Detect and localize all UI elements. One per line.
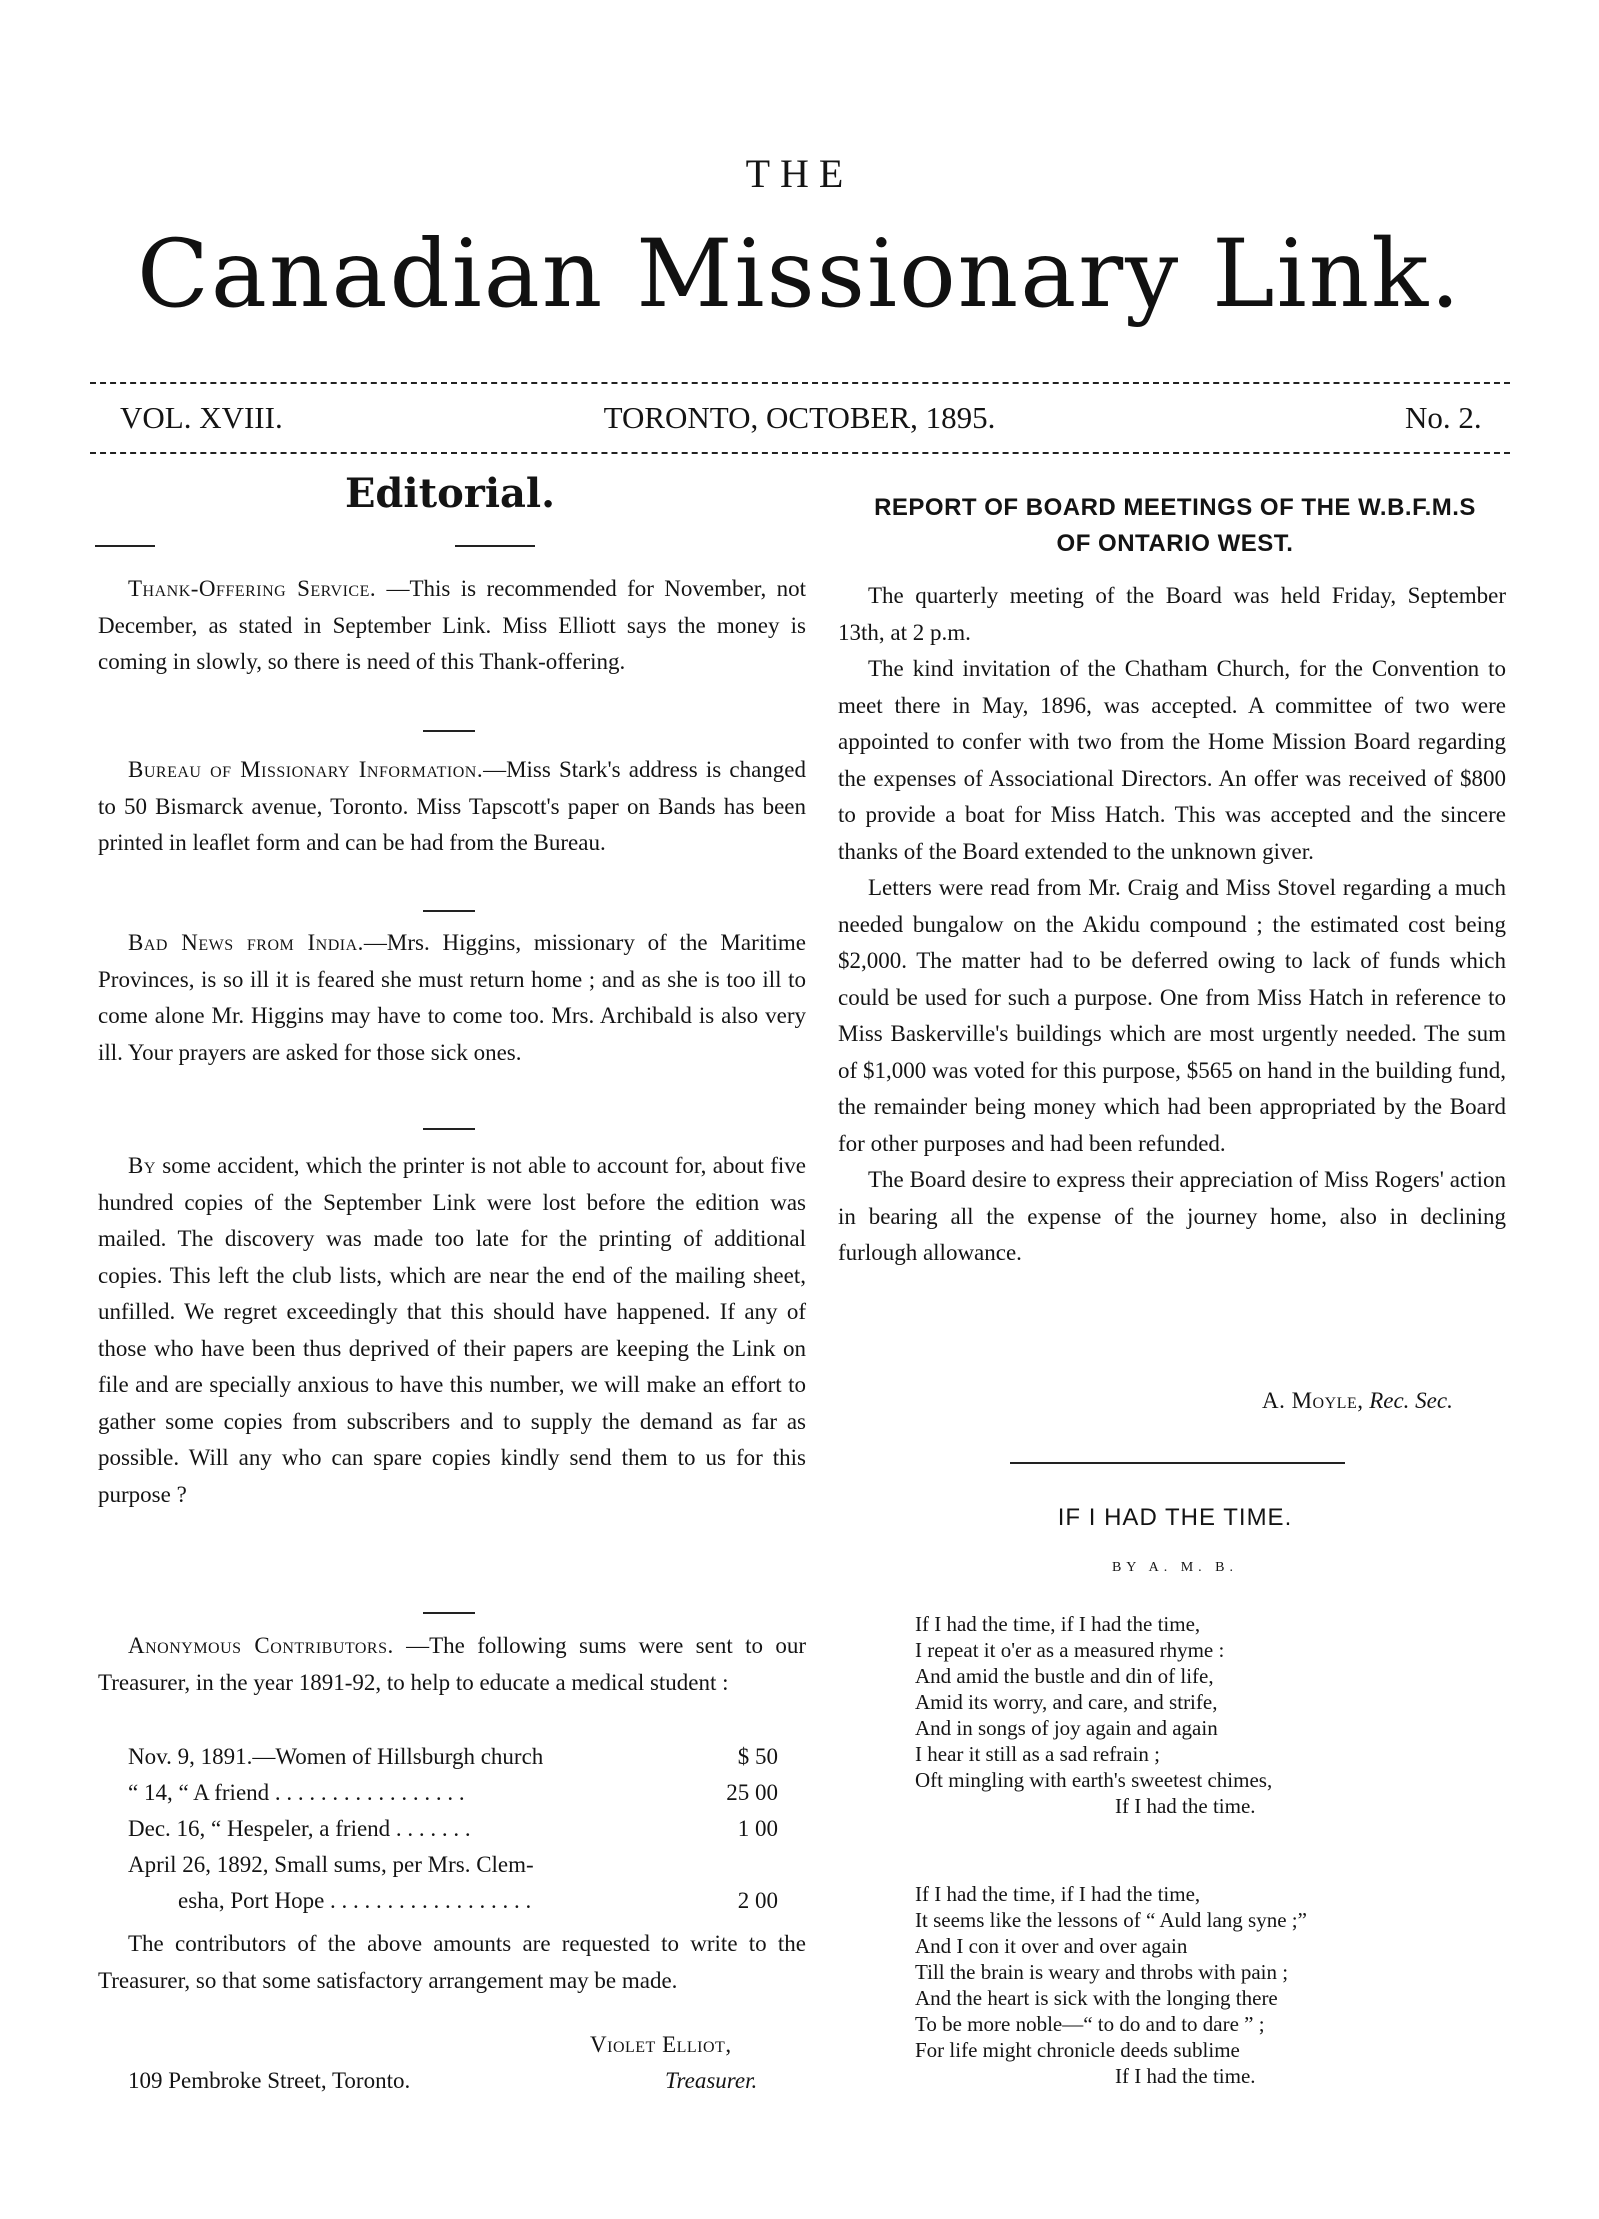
thank-offering-note (98, 571, 806, 681)
contribution-row: April 26, 1892, Small sums, per Mrs. Clem- (128, 1852, 534, 1877)
divider (95, 545, 155, 547)
divider (423, 1128, 475, 1130)
bureau-lead: Bureau of Missionary Information. (128, 757, 484, 782)
anonymous-lead: Anonymous Contributors. (128, 1633, 394, 1658)
board-heading-line2: OF ONTARIO WEST. (1056, 530, 1294, 557)
thank-offering-lead: Thank-Offering Service. (128, 576, 377, 601)
board-paragraph: Letters were read from Mr. Craig and Miss Stovel regarding a much needed bungalow on the Akidu compound ; the estimated cost being $2,000. The matter had to be deferred owing to lack of funds which could be used for such a purpose. One from Miss Hatch in reference to Miss Baskerville's buildings which are most urgently needed. The sum of $1,000 was voted for this purpose, $565 on hand in the building fund, the remainder being money which had been appropriated by the Board for other purposes and had been refunded. (838, 875, 1506, 1156)
poem-line: And amid the bustle and din of life, (915, 1664, 1214, 1688)
divider (423, 1612, 475, 1614)
divider (423, 910, 475, 912)
secretary-signature (1262, 1388, 1453, 1414)
poem-byline: BY A. M. B. (1111, 1560, 1239, 1575)
bad-news-body: —Mrs. Higgins, missionary of the Maritime Provinces, is so ill it is feared she must return home ; and as she is too ill to come alone Mr. Higgins may have to come too. Mrs. Archibald is also very ill. Your prayers are asked for those sick ones. (98, 930, 806, 1065)
board-paragraph: The kind invitation of the Chatham Church, for the Convention to meet there in May, 1896, was accepted. A committee of two were appointed to confer with two from the Home Mission Board regarding the expenses of Associational Directors. An offer was received of $800 to provide a boat for Miss Hatch. This was accepted and the sincere thanks of the Board extended to the unknown giver. (838, 656, 1506, 864)
poem-title: IF I HAD THE TIME. (1057, 1504, 1293, 1531)
section-divider (1010, 1462, 1345, 1464)
board-heading-line1: REPORT OF BOARD MEETINGS OF THE W.B.F.M.S (874, 494, 1476, 521)
secretary-name: A. Moyle, (1262, 1388, 1364, 1413)
editorial-heading: Editorial. (344, 470, 556, 517)
masthead-title: Canadian Missionary Link. (136, 220, 1463, 329)
bad-news-lead: Bad News from India. (128, 930, 364, 955)
bureau-body: —Miss Stark's address is changed to 50 Bismarck avenue, Toronto. Miss Tapscott's paper on Bands has been printed in leaflet form and can be had from the Bureau. (98, 757, 806, 855)
poem-refrain: If I had the time. (1115, 2064, 1256, 2088)
issue-number: No. 2. (1405, 400, 1482, 435)
poem-line: Till the brain is weary and throbs with pain ; (915, 1960, 1289, 1984)
divider (455, 545, 535, 547)
board-report-heading (830, 490, 1520, 562)
poem-line: I repeat it o'er as a measured rhyme : (915, 1638, 1225, 1662)
masthead-top-rule (90, 382, 1510, 384)
poem-line: If I had the time, if I had the time, (915, 1882, 1201, 1906)
contribution-amount: 1 00 (737, 1816, 778, 1841)
contribution-amount: 25 00 (726, 1780, 778, 1805)
poem-refrain: If I had the time. (1115, 1794, 1256, 1818)
closing-text: The contributors of the above amounts are requested to write to the Treasurer, so that some satisfactory arrangement may be made. (98, 1931, 806, 1993)
bad-news-note (98, 925, 806, 1071)
contribution-amount: $ 50 (737, 1744, 778, 1769)
board-paragraph: The quarterly meeting of the Board was held Friday, September 13th, at 2 p.m. (838, 583, 1506, 645)
poem-line: Oft mingling with earth's sweetest chimes, (915, 1768, 1273, 1792)
masthead-the: THE (745, 151, 854, 196)
treasurer-address: 109 Pembroke Street, Toronto. (128, 2068, 411, 2093)
accident-note (98, 1148, 806, 1513)
poem-line: And in songs of joy again and again (915, 1716, 1218, 1740)
divider (423, 730, 475, 732)
poem-line: For life might chronicle deeds sublime (915, 2038, 1240, 2062)
secretary-title: Rec. Sec. (1369, 1388, 1453, 1413)
anonymous-body: —The following sums were sent to our Treasurer, in the year 1891-92, to help to educate a medical student : (98, 1633, 806, 1695)
thank-offering-body: —This is recommended for November, not December, as stated in September Link. Miss Elliott says the money is coming in slowly, so there is need of this Thank-offering. (98, 576, 806, 674)
poem-line: I hear it still as a sad refrain ; (915, 1742, 1160, 1766)
accident-lead: By (128, 1153, 156, 1178)
masthead-bottom-rule (90, 452, 1510, 454)
poem-line: If I had the time, if I had the time, (915, 1612, 1201, 1636)
board-paragraph: The Board desire to express their appreciation of Miss Rogers' action in bearing all the expense of the journey home, also in declining furlough allowance. (838, 1167, 1506, 1265)
volume-number: VOL. XVIII. (120, 400, 283, 435)
contribution-row: esha, Port Hope . . . . . . . . . . . . . . . . . . (178, 1888, 532, 1913)
poem-line: Amid its worry, and care, and strife, (915, 1690, 1218, 1714)
contribution-amount: 2 00 (737, 1888, 778, 1913)
poem-line: And the heart is sick with the longing there (915, 1986, 1278, 2010)
treasurer-role: Treasurer. (665, 2068, 758, 2093)
anonymous-note (98, 1628, 806, 1701)
poem-line: It seems like the lessons of “ Auld lang syne ;” (915, 1908, 1307, 1932)
contribution-row: Nov. 9, 1891.—Women of Hillsburgh church (128, 1744, 544, 1769)
contribution-row: Dec. 16, “ Hespeler, a friend . . . . . . . (128, 1816, 471, 1841)
board-report-body (838, 578, 1506, 1272)
treasurer-signature: Violet Elliot, (590, 2032, 732, 2057)
place-date: TORONTO, OCTOBER, 1895. (603, 400, 996, 435)
poem-line: To be more noble—“ to do and to dare ” ; (915, 2012, 1265, 2036)
bureau-note (98, 752, 806, 862)
accident-body: some accident, which the printer is not able to account for, about five hundred copies of the September Link were lost before the edition was mailed. The discovery was made too late for the printing of additional copies. This left the club lists, which are near the end of the mailing sheet, unfilled. We regret exceedingly that this should have happened. If any of those who have been thus deprived of their papers are keeping the Link on file and are specially anxious to have this number, we will make an effort to gather some copies from subscribers and to supply the demand as far as possible. Will any who can spare copies kindly send them to us for this purpose ? (98, 1153, 806, 1507)
poem-line: And I con it over and over again (915, 1934, 1188, 1958)
closing-note (98, 1926, 806, 1999)
contribution-row: “ 14, “ A friend . . . . . . . . . . . . . . . . . (128, 1780, 465, 1805)
